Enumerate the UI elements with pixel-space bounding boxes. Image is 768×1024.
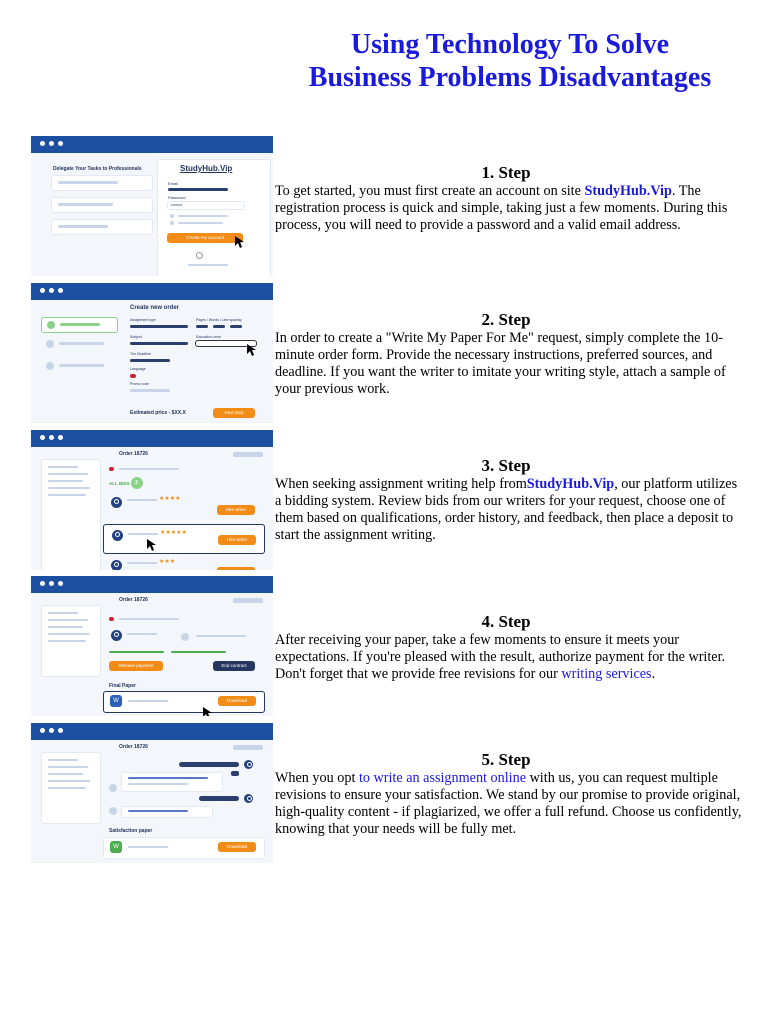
pages-field[interactable] xyxy=(196,325,208,328)
release-payment-button[interactable]: Release payment xyxy=(109,661,163,671)
next-step-button[interactable]: Next step xyxy=(213,408,255,418)
promo-code-field[interactable] xyxy=(130,389,170,392)
cursor-icon xyxy=(235,236,245,248)
page-title-line-1: Using Technology To Solve xyxy=(350,29,670,60)
hire-writer-button[interactable] xyxy=(217,567,255,570)
chat-message xyxy=(179,762,239,767)
checkbox-icon[interactable] xyxy=(170,221,174,225)
step-4 xyxy=(275,612,755,683)
rating-stars-icon: ★★★ xyxy=(159,559,176,565)
avatar xyxy=(111,497,122,508)
rating-stars-icon: ★★★★★ xyxy=(160,530,187,536)
create-order-heading: Create new order xyxy=(130,305,180,311)
signup-card xyxy=(157,159,271,276)
step-1 xyxy=(275,163,755,234)
step-2 xyxy=(275,310,755,398)
screenshot-order-form: Create new order Assignment type Pages / Words / Line spacing Subject Education Level The Deadline Language Promo code Estimated price - $XX.X Next step xyxy=(31,283,273,423)
rating-stars-icon: ★★★★ xyxy=(159,496,181,502)
avatar xyxy=(111,560,122,570)
final-paper-file[interactable] xyxy=(103,691,265,713)
step-5-text: When you opt to write an assignment online with us, you can request multiple revisions to ensure your satisfaction. We stand by our promise to provide original, high-quality content - if plagiarized, we offer a full refund. Choose us confidently, knowing that your needs will be fully met. xyxy=(275,770,742,837)
flag-icon xyxy=(130,374,136,378)
brand-logo: StudyHub.Vip xyxy=(180,164,233,173)
subject-field[interactable] xyxy=(130,342,188,345)
sidebar-panel xyxy=(41,752,101,824)
step-item xyxy=(46,362,54,370)
step-2-text: In order to create a "Write My Paper For Me" request, simply complete the 10-minute order form. Provide the necessary instructions, preferred sources, and deadline. If you want the writer to imitate your writing style, attach a sample of your previous work. xyxy=(275,330,726,397)
order-number: Order 18726 xyxy=(119,451,148,457)
flag-icon xyxy=(109,467,114,471)
avatar xyxy=(244,760,253,769)
deadline-field[interactable] xyxy=(130,359,170,362)
download-button[interactable]: Download xyxy=(218,696,256,706)
window-dots-icon xyxy=(40,288,63,293)
screenshot-final-paper xyxy=(31,576,273,716)
flag-icon xyxy=(109,617,114,621)
sidebar-panel xyxy=(41,459,101,570)
create-account-button[interactable]: Create my account xyxy=(167,233,243,243)
step-1-text: To get started, you must first create an account on site StudyHub.Vip. The registration process is quick and simple, taking just a few moments. During this process, you will need to provide a password and a valid email address. xyxy=(275,183,728,233)
all-bids-label: ALL BIDS xyxy=(109,481,130,486)
order-number: Order 18726 xyxy=(119,744,148,750)
step-5-title: 5. Step xyxy=(481,750,531,769)
step-4-text: After receiving your paper, take a few moments to ensure it meets your expectations. If you're pleased with the result, authorize payment for the writer. Don't forget that we provide free revisions for our writing services. xyxy=(275,632,726,682)
satisfaction-paper-label: Satisfaction paper xyxy=(109,828,153,834)
step-3-text: When seeking assignment writing help fromStudyHub.Vip, our platform utilizes a bidding system. Review bids from our writers for your request, choose one of them based on qualifications, order history, and feedback, then place a deposit to start the assignment writing. xyxy=(275,476,738,543)
screenshot-revisions xyxy=(31,723,273,863)
satisfaction-paper-file[interactable] xyxy=(103,837,265,859)
browser-bar xyxy=(31,723,273,740)
screenshot-bids: Order 18726 ALL BIDS 3 ★★★★ Hire writer ★★★★★ Hire writer ★★★ xyxy=(31,430,273,570)
estimated-price: Estimated price - $XX.X xyxy=(130,410,186,416)
browser-bar xyxy=(31,430,273,447)
avatar xyxy=(111,630,122,641)
password-field[interactable]: •••••••• xyxy=(167,201,245,210)
hire-writer-button[interactable]: Hire writer xyxy=(218,535,256,545)
window-dots-icon xyxy=(40,728,63,733)
step-3 xyxy=(275,456,755,544)
chat-message xyxy=(121,806,213,818)
step-item xyxy=(46,340,54,348)
browser-bar xyxy=(31,283,273,300)
delegate-heading: Delegate Your Tasks to Professionals xyxy=(53,166,142,172)
email-label: Email xyxy=(168,181,179,186)
avatar xyxy=(244,794,253,803)
cursor-icon xyxy=(203,707,213,716)
chat-message xyxy=(121,772,223,792)
step-4-title: 4. Step xyxy=(481,612,531,631)
step-1-title: 1. Step xyxy=(481,163,531,182)
writing-services-link[interactable]: writing services xyxy=(561,666,652,682)
browser-bar xyxy=(31,136,273,153)
email-field[interactable] xyxy=(168,188,228,191)
order-number: Order 18726 xyxy=(119,597,148,603)
word-file-icon: W xyxy=(110,695,122,707)
studyhub-link[interactable]: StudyHub.Vip xyxy=(584,183,672,199)
end-contract-button[interactable]: End contract xyxy=(213,661,255,671)
placeholder-card xyxy=(51,219,153,235)
download-button[interactable]: Download xyxy=(218,842,256,852)
screenshot-registration xyxy=(31,136,273,276)
page-title-line-2: Business Problems Disadvantages xyxy=(308,62,712,93)
bid-card-selected[interactable] xyxy=(103,524,265,554)
window-dots-icon xyxy=(40,435,63,440)
studyhub-link[interactable]: StudyHub.Vip xyxy=(526,476,615,492)
hire-writer-button[interactable]: Hire writer xyxy=(217,505,255,515)
window-dots-icon xyxy=(40,581,63,586)
step-3-title: 3. Step xyxy=(481,456,531,475)
browser-bar xyxy=(31,576,273,593)
file-icon: W xyxy=(110,841,122,853)
cursor-icon xyxy=(247,344,257,356)
avatar xyxy=(112,530,123,541)
placeholder-card xyxy=(51,175,153,191)
password-label: Password xyxy=(168,195,186,200)
assignment-type-field[interactable] xyxy=(130,325,188,328)
checkbox-icon[interactable] xyxy=(170,214,174,218)
step-5 xyxy=(275,750,755,838)
write-assignment-online-link[interactable]: to write an assignment online xyxy=(358,770,527,786)
sidebar-panel xyxy=(41,605,101,677)
window-dots-icon xyxy=(40,141,63,146)
cursor-icon xyxy=(147,539,157,551)
placeholder-card xyxy=(51,197,153,213)
step-item-active xyxy=(41,317,118,333)
page-title xyxy=(270,28,750,94)
google-icon[interactable] xyxy=(196,252,203,259)
final-paper-label: Final Paper xyxy=(109,683,136,689)
step-2-title: 2. Step xyxy=(481,310,531,329)
chat-message xyxy=(199,796,239,801)
